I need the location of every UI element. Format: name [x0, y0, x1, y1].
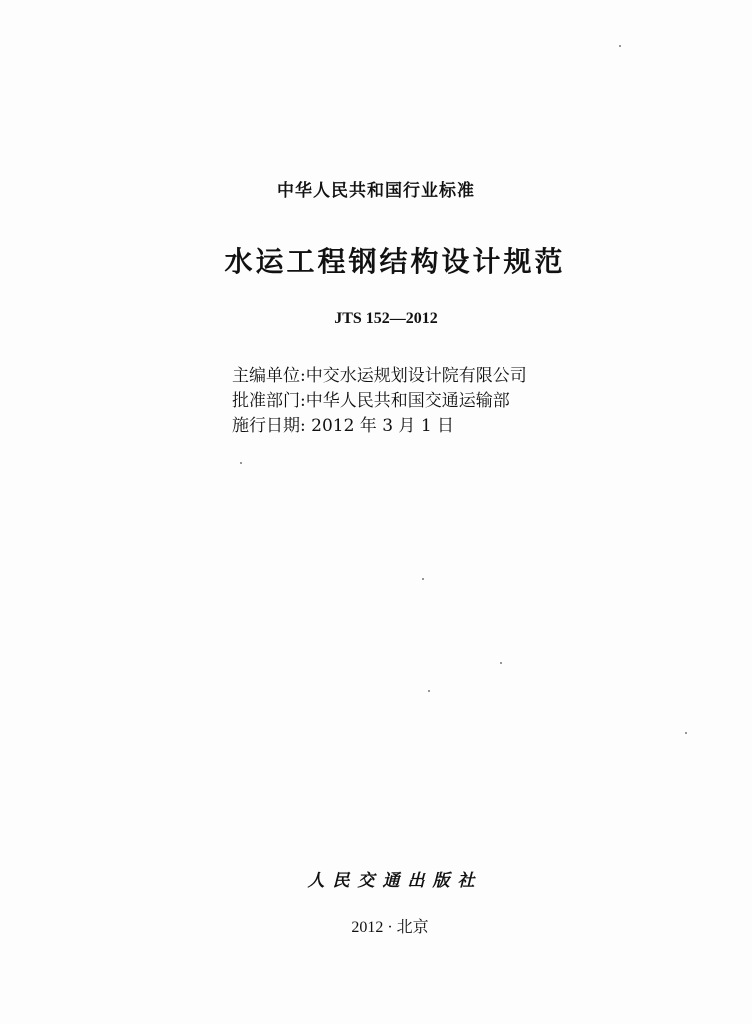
standard-meta: [232, 364, 527, 439]
scan-speck: [500, 662, 502, 664]
meta-effective-value: 2012 年 3 月 1 日: [311, 416, 455, 436]
meta-effective-label: 施行日期: [232, 416, 300, 436]
meta-approver-label: 批准部门: [232, 391, 300, 411]
scan-speck: [240, 462, 242, 464]
meta-approver-value: 中华人民共和国交通运输部: [305, 391, 510, 411]
scan-speck: [619, 45, 621, 47]
meta-editor-label: 主编单位: [232, 366, 300, 386]
standard-title: 水运工程钢结构设计规范: [224, 245, 566, 278]
meta-approver: 批准部门:中华人民共和国交通运输部: [232, 391, 510, 411]
meta-editor-value: 中交水运规划设计院有限公司: [305, 366, 527, 386]
standard-category: 中华人民共和国行业标准: [277, 181, 475, 201]
publisher-year-place: 2012 · 北京: [351, 919, 429, 936]
publisher-name: 人民交通出版社: [307, 871, 483, 891]
meta-effective: 施行日期: 2012 年 3 月 1 日: [232, 416, 455, 436]
scan-speck: [685, 732, 687, 734]
scan-speck: [428, 690, 430, 692]
scan-speck: [422, 578, 424, 580]
standard-code: JTS 152—2012: [334, 310, 438, 327]
meta-editor: 主编单位:中交水运规划设计院有限公司: [232, 366, 527, 386]
